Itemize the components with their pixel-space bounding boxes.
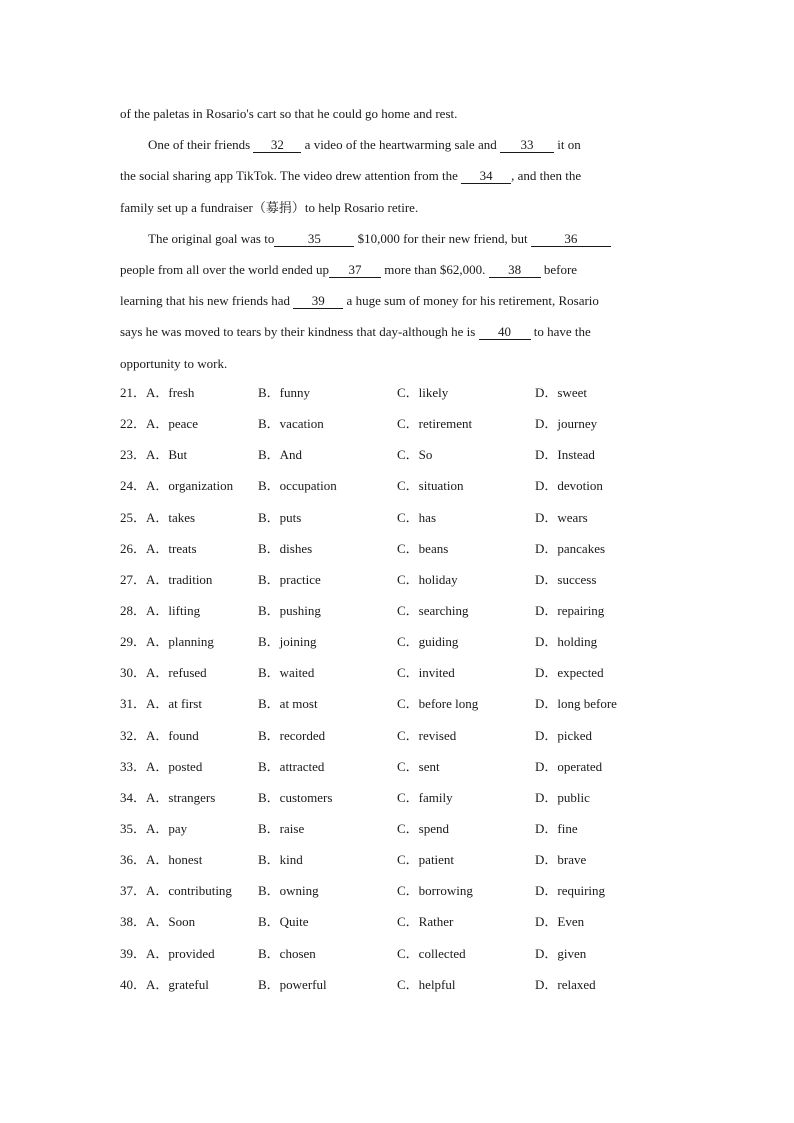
option-a: 27．A．tradition bbox=[120, 571, 213, 587]
option-a: 21．A．fresh bbox=[120, 385, 195, 400]
blank-33: 33 bbox=[500, 138, 554, 153]
option-c: C．borrowing bbox=[397, 883, 473, 899]
option-b: B．occupation bbox=[258, 478, 337, 494]
passage-text: of the paletas in Rosario's cart so that he could go home and rest. bbox=[120, 106, 458, 121]
option-d: D．long before bbox=[535, 696, 617, 712]
option-a: 28．A．lifting bbox=[120, 602, 201, 618]
option-a: 36．A．honest bbox=[120, 852, 203, 868]
option-d: D．picked bbox=[535, 727, 593, 743]
passage-line bbox=[120, 223, 676, 254]
passage-text: One of their friends bbox=[148, 137, 254, 153]
option-c: C．has bbox=[397, 509, 437, 525]
option-d: D．repairing bbox=[535, 602, 605, 618]
passage-text: opportunity to work. bbox=[120, 355, 228, 371]
blank-40: 40 bbox=[479, 325, 531, 340]
option-d: D．expected bbox=[535, 665, 604, 681]
option-a: 35．A．pay bbox=[120, 820, 188, 836]
option-c: C．Rather bbox=[397, 914, 454, 930]
option-b: B．puts bbox=[258, 509, 302, 525]
option-c: C．situation bbox=[397, 478, 464, 494]
option-b: B．And bbox=[258, 447, 303, 463]
option-a: 33．A．posted bbox=[120, 758, 203, 774]
option-d: D．operated bbox=[535, 758, 603, 774]
passage-text: family set up a fundraiser（募捐）to help Rosario retire. bbox=[120, 199, 419, 215]
option-d: D．Instead bbox=[535, 447, 595, 463]
passage-text: it on bbox=[553, 137, 581, 153]
option-d: D．success bbox=[535, 571, 597, 587]
passage-line bbox=[120, 348, 676, 379]
blank-34: 34 bbox=[461, 169, 511, 184]
option-c: C．guiding bbox=[397, 634, 459, 650]
option-b: B．Quite bbox=[258, 914, 309, 930]
option-b: B．dishes bbox=[258, 540, 313, 556]
passage-line bbox=[120, 285, 676, 316]
passage-line bbox=[120, 160, 676, 191]
passage-line bbox=[120, 316, 676, 347]
option-c: C．collected bbox=[397, 945, 466, 961]
option-a: 34．A．strangers bbox=[120, 789, 216, 805]
option-c: C．revised bbox=[397, 727, 457, 743]
option-c: C．retirement bbox=[397, 416, 473, 432]
option-c: C．beans bbox=[397, 540, 449, 556]
option-b: B．recorded bbox=[258, 727, 326, 743]
option-a: 24．A．organization bbox=[120, 478, 234, 494]
passage-line bbox=[120, 254, 676, 285]
option-c: C．holiday bbox=[397, 571, 458, 587]
option-a: 29．A．planning bbox=[120, 634, 214, 650]
passage-text: The original goal was to bbox=[148, 230, 275, 246]
passage-text: to have the bbox=[530, 324, 591, 340]
option-d: D．holding bbox=[535, 634, 598, 650]
option-c: C．spend bbox=[397, 820, 450, 836]
blank-32: 32 bbox=[253, 138, 301, 153]
option-d: D．journey bbox=[535, 416, 598, 432]
option-c: C．likely bbox=[397, 385, 449, 400]
cloze-passage bbox=[120, 98, 676, 379]
option-b: B．at most bbox=[258, 696, 318, 712]
option-d: D．relaxed bbox=[535, 976, 596, 992]
option-b: B．pushing bbox=[258, 602, 321, 618]
option-b: B．kind bbox=[258, 852, 303, 868]
option-d: D．sweet bbox=[535, 385, 587, 400]
option-c: C．helpful bbox=[397, 976, 456, 992]
option-a: 38．A．Soon bbox=[120, 914, 196, 930]
option-b: B．raise bbox=[258, 820, 305, 836]
blank-35: 35 bbox=[274, 232, 354, 247]
option-d: D．Even bbox=[535, 914, 585, 930]
option-d: D．given bbox=[535, 945, 587, 961]
option-c: C．invited bbox=[397, 665, 455, 681]
option-d: D．requiring bbox=[535, 883, 606, 899]
option-b: B．waited bbox=[258, 665, 315, 681]
option-d: D．brave bbox=[535, 852, 587, 868]
option-c: C．So bbox=[397, 447, 433, 463]
passage-text: a video of the heartwarming sale and bbox=[301, 137, 500, 153]
passage-text: says he was moved to tears by their kindness that day-although he is bbox=[120, 324, 479, 340]
passage-text: $10,000 for their new friend, but bbox=[354, 230, 531, 246]
passage-text: before bbox=[540, 261, 578, 277]
option-a: 26．A．treats bbox=[120, 540, 197, 556]
option-a: 32．A．found bbox=[120, 727, 199, 743]
option-c: C．patient bbox=[397, 852, 455, 868]
option-b: B．funny bbox=[258, 385, 311, 400]
option-d: D．pancakes bbox=[535, 540, 606, 556]
option-b: B．owning bbox=[258, 883, 319, 899]
passage-text: more than $62,000. bbox=[381, 261, 489, 277]
option-c: C．family bbox=[397, 789, 453, 805]
passage-text: the social sharing app TikTok. The video drew attention from the bbox=[120, 168, 462, 184]
passage-text: , and then the bbox=[511, 168, 582, 184]
passage-text: learning that his new friends had bbox=[120, 293, 294, 309]
option-b: B．customers bbox=[258, 789, 333, 805]
option-a: 25．A．takes bbox=[120, 509, 196, 525]
option-d: D．fine bbox=[535, 820, 578, 836]
option-a: 39．A．provided bbox=[120, 945, 215, 961]
passage-line bbox=[120, 192, 676, 223]
option-a: 31．A．at first bbox=[120, 696, 202, 712]
option-a: 30．A．refused bbox=[120, 665, 207, 681]
option-c: C．sent bbox=[397, 758, 440, 774]
option-b: B．practice bbox=[258, 571, 321, 587]
option-c: C．before long bbox=[397, 696, 479, 712]
option-a: 37．A．contributing bbox=[120, 883, 232, 899]
blank-37: 37 bbox=[329, 263, 381, 278]
option-c: C．searching bbox=[397, 602, 469, 618]
option-a: 40．A．grateful bbox=[120, 976, 209, 992]
passage-text: people from all over the world ended up bbox=[120, 261, 330, 277]
option-b: B．vacation bbox=[258, 416, 324, 432]
option-d: D．public bbox=[535, 789, 590, 805]
blank-39: 39 bbox=[293, 294, 343, 309]
blank-38: 38 bbox=[489, 263, 541, 278]
passage-line bbox=[120, 129, 676, 160]
option-a: 23．A．But bbox=[120, 447, 188, 463]
passage-line bbox=[120, 98, 676, 129]
passage-text: a huge sum of money for his retirement, Rosario bbox=[343, 293, 599, 309]
blank-36: 36 bbox=[531, 232, 611, 247]
option-b: B．joining bbox=[258, 634, 317, 650]
option-d: D．devotion bbox=[535, 478, 603, 494]
option-a: 22．A．peace bbox=[120, 416, 198, 432]
option-b: B．chosen bbox=[258, 945, 316, 961]
option-b: B．attracted bbox=[258, 758, 325, 774]
option-d: D．wears bbox=[535, 509, 588, 525]
option-b: B．powerful bbox=[258, 976, 327, 992]
